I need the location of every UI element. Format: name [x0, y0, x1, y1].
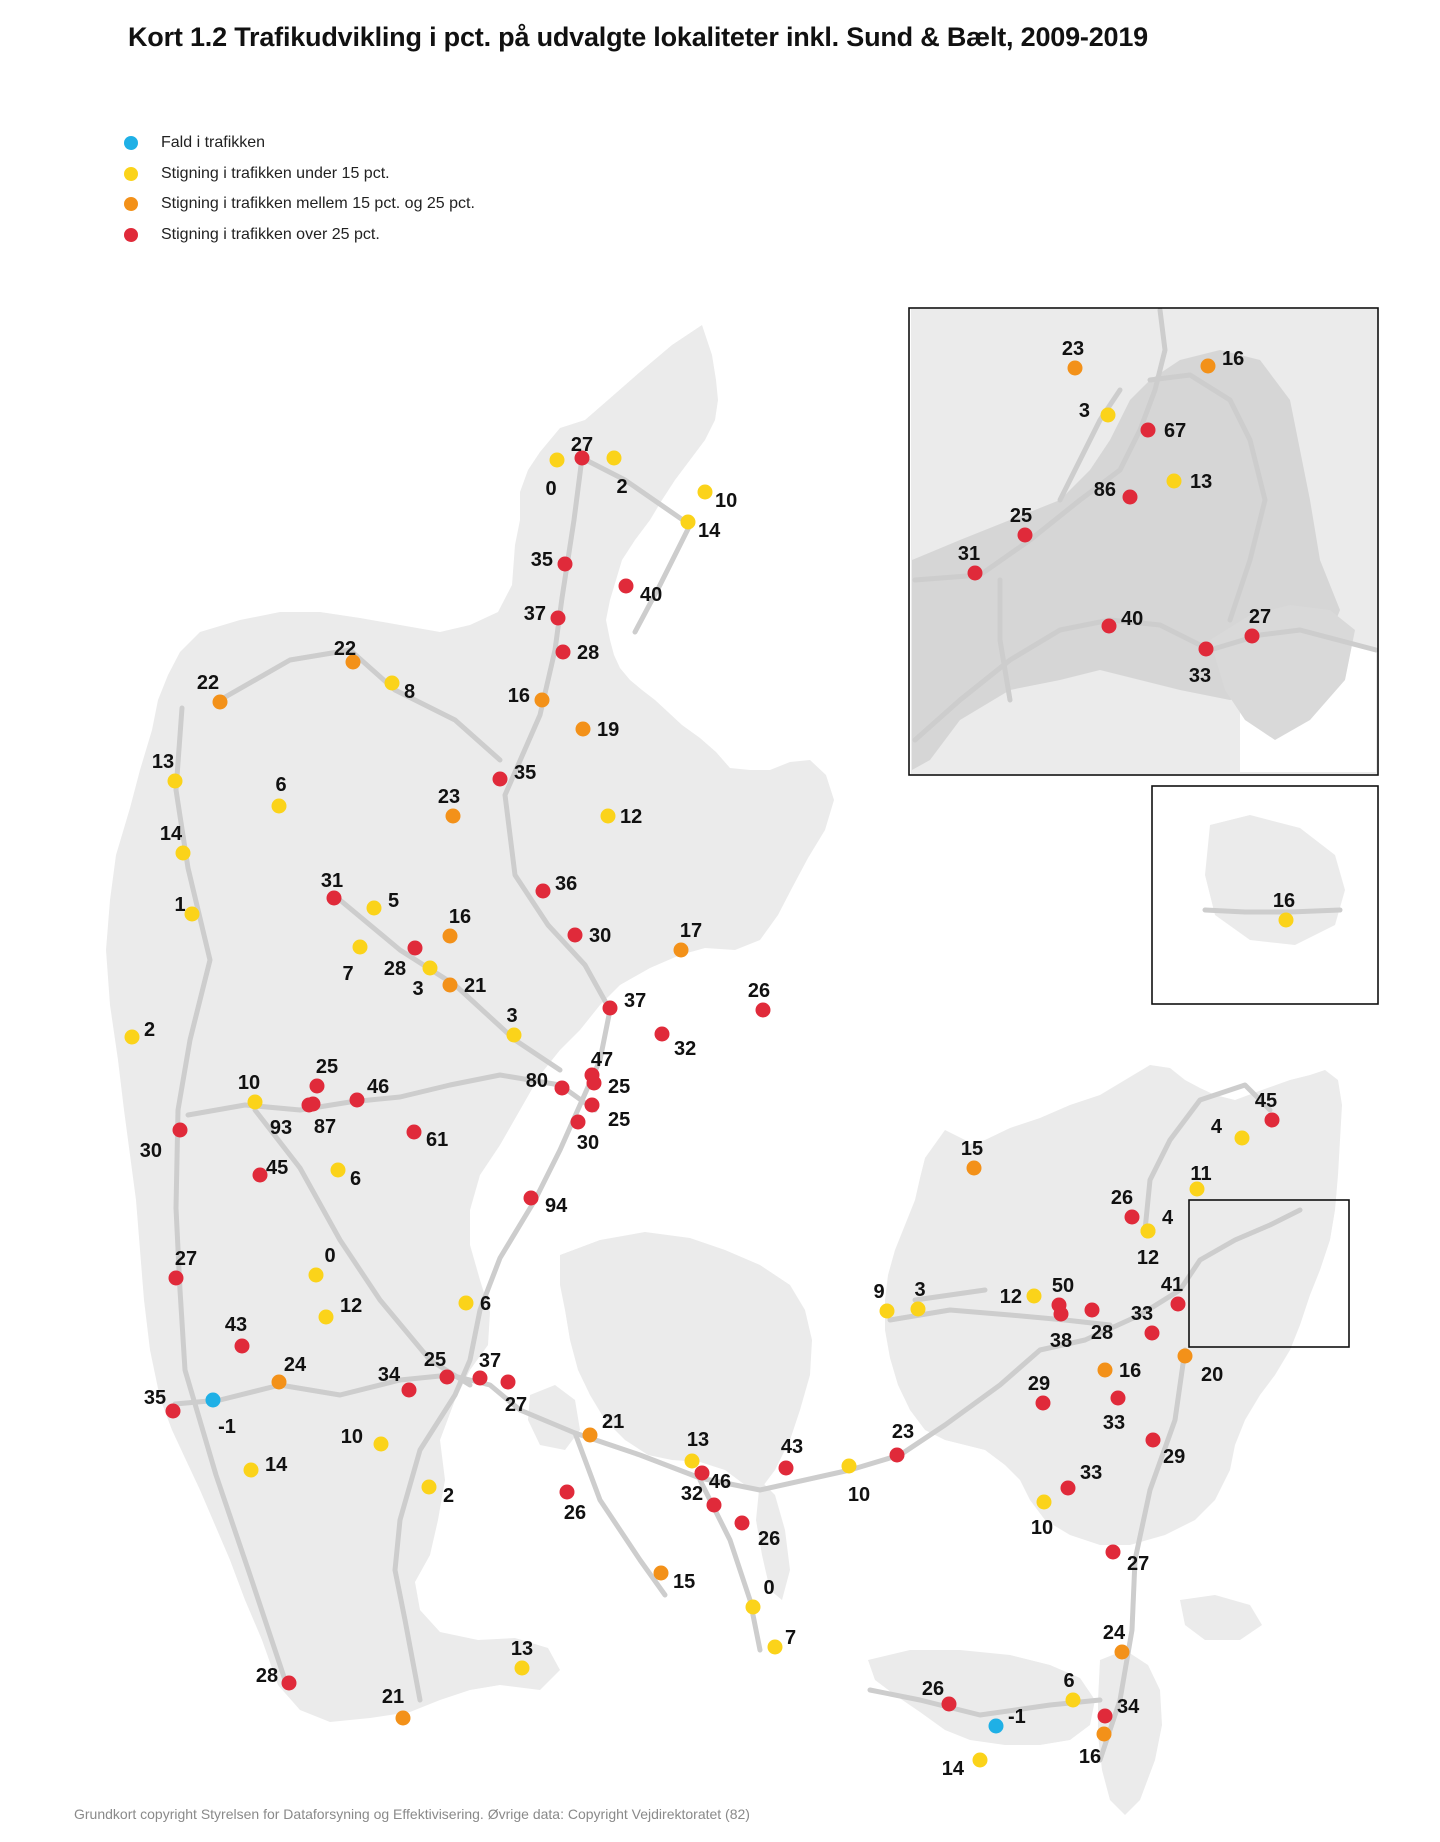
map-marker-label: 12	[999, 1286, 1022, 1308]
map-marker-dot	[169, 1271, 184, 1286]
map-marker-dot	[446, 809, 461, 824]
map-marker-dot	[422, 1480, 437, 1495]
map-marker-label: 80	[525, 1070, 548, 1092]
map-marker-dot	[550, 453, 565, 468]
map-marker-label: 24	[283, 1354, 307, 1376]
map-marker-label: 9	[873, 1281, 885, 1303]
map-marker-dot	[674, 943, 689, 958]
map-marker-label: 14	[941, 1758, 964, 1780]
inset-copenhagen-marker-label: 40	[1121, 608, 1144, 630]
map-marker	[583, 1411, 625, 1443]
map-marker-label: 50	[1051, 1275, 1075, 1297]
map-marker-dot	[1235, 1131, 1250, 1146]
map-marker	[1103, 1622, 1130, 1660]
map-marker-dot	[768, 1640, 783, 1655]
map-marker-dot	[535, 693, 550, 708]
map-marker	[707, 1471, 732, 1513]
map-marker-label: 15	[673, 1571, 696, 1593]
map-marker-label: 32	[674, 1038, 697, 1060]
map-marker-label: 27	[174, 1248, 198, 1270]
map-marker-label: 26	[921, 1678, 945, 1700]
map-marker-label: 3	[412, 978, 424, 1000]
map-marker-dot	[695, 1466, 710, 1481]
map-marker-label: 29	[1027, 1373, 1051, 1395]
map-marker-label: 25	[423, 1349, 447, 1371]
map-marker-label: 26	[758, 1528, 781, 1550]
map-marker-label: 28	[383, 958, 407, 980]
map-marker-label: 10	[340, 1426, 363, 1448]
map-marker-dot	[585, 1098, 600, 1113]
map-marker-label: 26	[1110, 1187, 1134, 1209]
map-marker-label: 27	[570, 434, 594, 456]
map-marker-label: 4	[1210, 1116, 1222, 1138]
map-marker-label: 27	[1127, 1553, 1150, 1575]
map-marker-label: 2	[616, 476, 628, 498]
map-marker-label: 12	[620, 806, 643, 828]
inset-copenhagen-marker-label: 86	[1093, 479, 1116, 501]
map-marker-dot	[1146, 1433, 1161, 1448]
map-marker-label: 33	[1080, 1462, 1103, 1484]
map-marker-dot	[1085, 1303, 1100, 1318]
map-marker-dot	[698, 485, 713, 500]
map-marker-dot	[1125, 1210, 1140, 1225]
map-marker-label: 3	[506, 1005, 518, 1027]
map-marker-label: 61	[426, 1129, 449, 1151]
map-marker-dot	[459, 1296, 474, 1311]
map-marker-dot	[1066, 1693, 1081, 1708]
map-marker-dot	[125, 1030, 140, 1045]
map-marker-label: 10	[847, 1484, 871, 1506]
map-marker-label: 37	[624, 990, 647, 1012]
land-fyn	[560, 1232, 812, 1490]
map-marker-dot	[319, 1310, 334, 1325]
map-marker-label: 16	[507, 685, 530, 707]
land-jutland	[106, 325, 834, 1722]
map-marker-label: 6	[1063, 1670, 1075, 1692]
map-marker-label: 16	[1078, 1746, 1102, 1768]
map-marker-label: 46	[367, 1076, 390, 1098]
map-marker-dot	[880, 1304, 895, 1319]
map-marker-dot	[735, 1516, 750, 1531]
map-marker-label: 13	[510, 1638, 534, 1660]
map-marker-dot	[967, 1161, 982, 1176]
map-marker-dot	[423, 961, 438, 976]
map-marker-dot	[353, 940, 368, 955]
map-marker	[501, 1375, 528, 1417]
map-marker-dot	[1037, 1495, 1052, 1510]
map-title: Kort 1.2 Trafikudvikling i pct. på udvalgte lokaliteter inkl. Sund & Bælt, 2009-2019	[128, 22, 1148, 52]
map-marker-dot	[571, 1115, 586, 1130]
map-marker-label: 47	[590, 1049, 614, 1071]
legend-label-between15-25: Stigning i trafikken mellem 15 pct. og 25 pct.	[161, 195, 475, 213]
map-marker-dot	[603, 1001, 618, 1016]
map-marker-dot	[524, 1191, 539, 1206]
map-marker-dot	[248, 1095, 263, 1110]
map-marker-label: 28	[1090, 1322, 1114, 1344]
map-marker-label: 26	[747, 980, 771, 1002]
map-marker-dot	[1098, 1363, 1113, 1378]
map-marker-label: 7	[342, 963, 354, 985]
map-marker-label: 7	[785, 1627, 797, 1649]
map-marker-dot	[272, 1375, 287, 1390]
map-marker-dot	[173, 1123, 188, 1138]
map-marker-dot	[842, 1459, 857, 1474]
inset-copenhagen-marker-dot	[1201, 359, 1216, 374]
map-marker-label: 22	[333, 638, 357, 660]
map-marker-label: 0	[763, 1577, 775, 1599]
map-marker-label: 14	[159, 823, 183, 845]
map-marker-dot	[501, 1375, 516, 1390]
map-marker-label: 87	[313, 1116, 337, 1138]
map-marker-dot	[1106, 1545, 1121, 1560]
map-marker-dot	[1054, 1307, 1069, 1322]
map-marker-label: -1	[218, 1416, 236, 1438]
map-marker-label: 35	[530, 549, 553, 571]
map-marker-label: 32	[680, 1483, 704, 1505]
map-marker-label: 2	[443, 1485, 455, 1507]
map-marker-label: 40	[640, 584, 663, 606]
map-marker-label: 28	[577, 642, 600, 664]
map-marker	[526, 1070, 570, 1096]
map-marker-label: 10	[1030, 1517, 1054, 1539]
map-marker-label: 43	[780, 1436, 804, 1458]
map-marker	[560, 1485, 587, 1525]
map-marker-label: 10	[715, 490, 738, 512]
map-marker	[942, 1753, 988, 1781]
map-marker-dot	[1111, 1391, 1126, 1406]
map-marker-dot	[536, 884, 551, 899]
map-marker	[698, 485, 738, 513]
map-marker-label: 11	[1190, 1163, 1212, 1185]
map-marker-label: 45	[1254, 1090, 1278, 1112]
map-marker-dot	[166, 1404, 181, 1419]
map-marker	[681, 515, 722, 543]
map-marker-label: 33	[1130, 1303, 1154, 1325]
map-marker	[587, 1076, 631, 1099]
map-marker-label: 31	[320, 870, 344, 892]
map-marker-label: 35	[143, 1387, 167, 1409]
map-marker-dot	[890, 1448, 905, 1463]
map-marker-label: 27	[504, 1394, 528, 1416]
map-marker-dot	[407, 1125, 422, 1140]
map-marker-label: 36	[555, 873, 578, 895]
map-marker-label: 0	[324, 1245, 336, 1267]
legend-label-over25: Stigning i trafikken over 25 pct.	[161, 225, 380, 243]
map-marker-dot	[555, 1081, 570, 1096]
map-marker-dot	[272, 799, 287, 814]
inset-copenhagen-marker-dot	[1141, 423, 1156, 438]
map-marker-dot	[556, 645, 571, 660]
map-marker-label: 41	[1160, 1274, 1184, 1296]
map-marker-dot	[168, 774, 183, 789]
map-marker-dot	[707, 1498, 722, 1513]
map-marker-dot	[402, 1383, 417, 1398]
map-marker-label: 5	[388, 890, 400, 912]
map-marker	[619, 579, 663, 607]
map-marker-label: 14	[698, 520, 721, 542]
inset-copenhagen-marker-dot	[1101, 408, 1116, 423]
map-marker-dot	[350, 1093, 365, 1108]
map-marker-label: 45	[266, 1157, 289, 1179]
inset-copenhagen-marker-label: 23	[1061, 338, 1085, 360]
map-marker-dot	[560, 1485, 575, 1500]
inset-copenhagen-marker-label: 27	[1248, 606, 1272, 628]
map-marker-label: 23	[437, 786, 461, 808]
map-marker-dot	[1036, 1396, 1051, 1411]
inset-copenhagen-marker-dot	[1245, 629, 1260, 644]
map-marker-dot	[473, 1371, 488, 1386]
map-marker-label: 12	[1136, 1247, 1160, 1269]
map-marker-label: 20	[1201, 1364, 1224, 1386]
map-marker-label: 21	[464, 975, 487, 997]
map-marker-dot	[206, 1393, 221, 1408]
footer-credit: Grundkort copyright Styrelsen for Dataforsyning og Effektivisering. Øvrige data: Copyright Vejdirektoratet (82)	[74, 1806, 750, 1822]
map-marker-dot	[235, 1339, 250, 1354]
inset-bornholm-marker-label: 16	[1272, 890, 1296, 912]
map-marker-label: 15	[960, 1138, 984, 1160]
map-marker-label: 16	[448, 906, 472, 928]
map-marker	[890, 1421, 915, 1463]
map-marker-label: 16	[1119, 1360, 1142, 1382]
map-marker-label: 1	[174, 894, 186, 916]
map-marker-dot	[1171, 1297, 1186, 1312]
map-marker-label: 30	[589, 925, 612, 947]
map-marker-label: 19	[597, 719, 620, 741]
map-marker-label: 8	[404, 681, 416, 703]
map-marker-label: 22	[196, 672, 220, 694]
map-marker-dot	[568, 928, 583, 943]
map-marker-label: 46	[708, 1471, 732, 1493]
map-marker-dot	[309, 1268, 324, 1283]
map-marker-label: 6	[275, 774, 287, 796]
map-marker-dot	[1178, 1349, 1193, 1364]
map-marker-dot	[282, 1676, 297, 1691]
map-marker-label: 38	[1049, 1330, 1073, 1352]
map-marker-label: 14	[265, 1454, 288, 1476]
inset-bornholm-marker-dot	[1279, 913, 1294, 928]
map-marker-dot	[1027, 1289, 1042, 1304]
map-marker-label: 13	[686, 1429, 710, 1451]
map-marker-dot	[185, 907, 200, 922]
map-marker-dot	[989, 1719, 1004, 1734]
map-marker	[748, 980, 771, 1018]
map-marker-dot	[213, 695, 228, 710]
map-marker-label: 25	[315, 1056, 339, 1078]
map-marker-dot	[746, 1600, 761, 1615]
map-marker-dot	[493, 772, 508, 787]
legend-label-under15: Stigning i trafikken under 15 pct.	[161, 164, 390, 182]
inset-copenhagen-marker-dot	[1018, 528, 1033, 543]
inset-copenhagen-marker-dot	[1068, 361, 1083, 376]
map-marker-dot	[176, 846, 191, 861]
map-marker-label: 25	[608, 1076, 631, 1098]
map-marker-label: 26	[563, 1502, 587, 1524]
map-marker-dot	[1141, 1224, 1156, 1239]
map-marker-label: 94	[545, 1195, 568, 1217]
map-marker-label: 21	[602, 1411, 625, 1433]
map-marker-dot	[1265, 1113, 1280, 1128]
map-marker-dot	[779, 1461, 794, 1476]
inset-copenhagen-marker-label: 33	[1188, 665, 1212, 687]
inset-copenhagen-marker-label: 31	[957, 543, 981, 565]
map-marker-dot	[443, 929, 458, 944]
map-marker-dot	[244, 1463, 259, 1478]
map-marker-dot	[654, 1566, 669, 1581]
map-marker-label: 23	[891, 1421, 915, 1443]
inset-copenhagen-marker-label: 16	[1222, 348, 1245, 370]
map-marker-label: 17	[679, 920, 703, 942]
map-marker-label: 34	[1117, 1696, 1140, 1718]
map-marker-dot	[1061, 1481, 1076, 1496]
map-marker-label: 10	[237, 1072, 261, 1094]
map-marker-label: 34	[377, 1364, 401, 1386]
map-marker-label: -1	[1008, 1706, 1026, 1728]
map-marker-dot	[331, 1163, 346, 1178]
map-marker-label: 25	[608, 1109, 631, 1131]
inset-copenhagen-marker-label: 67	[1164, 420, 1187, 442]
map-marker-label: 33	[1102, 1412, 1126, 1434]
legend-label-decrease: Fald i trafikken	[161, 134, 266, 152]
map-marker-dot	[756, 1003, 771, 1018]
map-marker-label: 35	[514, 762, 537, 784]
map-marker-label: 21	[381, 1686, 405, 1708]
map-marker-label: 30	[576, 1132, 600, 1154]
map-marker-dot	[507, 1028, 522, 1043]
land-moen	[1180, 1595, 1262, 1640]
map-marker	[524, 1191, 569, 1218]
map-marker-dot	[973, 1753, 988, 1768]
inset-copenhagen-marker-dot	[1199, 642, 1214, 657]
inset-copenhagen-marker-dot	[1167, 474, 1182, 489]
map-marker-label: 3	[914, 1279, 926, 1301]
inset-copenhagen-marker-dot	[968, 566, 983, 581]
map-marker-dot	[583, 1428, 598, 1443]
map-marker	[655, 1027, 697, 1061]
inset-copenhagen-marker-dot	[1123, 490, 1138, 505]
map-marker-label: 37	[523, 603, 546, 625]
map-marker-dot	[1145, 1326, 1160, 1341]
map-marker-label: 93	[269, 1117, 293, 1139]
inset-copenhagen-marker-label: 13	[1190, 471, 1213, 493]
map-marker-label: 30	[139, 1140, 162, 1162]
map-marker-label: 6	[350, 1168, 362, 1190]
map-marker-label: 29	[1163, 1446, 1186, 1468]
map-marker-dot	[607, 451, 622, 466]
map-marker-dot	[576, 722, 591, 737]
map-marker-dot	[327, 891, 342, 906]
map-marker	[779, 1436, 804, 1476]
map-marker-dot	[558, 557, 573, 572]
map-marker-dot	[374, 1437, 389, 1452]
map-marker-label: 0	[545, 478, 557, 500]
map-marker-dot	[601, 809, 616, 824]
map-marker-dot	[367, 901, 382, 916]
land-bornholm	[1205, 815, 1345, 945]
map-marker	[768, 1627, 797, 1655]
land-layer	[106, 309, 1378, 1815]
map-marker-dot	[681, 515, 696, 530]
map-marker-label: 24	[1102, 1622, 1126, 1644]
map-marker-dot	[1098, 1709, 1113, 1724]
map-marker-label: 12	[340, 1295, 363, 1317]
map-marker-dot	[587, 1076, 602, 1091]
inset-copenhagen-marker-label: 3	[1078, 400, 1090, 422]
map-marker-label: 2	[144, 1019, 156, 1041]
map-marker-dot	[1097, 1727, 1112, 1742]
map-marker	[1106, 1545, 1150, 1576]
inset-copenhagen-marker-label: 25	[1009, 505, 1033, 527]
map-marker-label: 4	[1162, 1207, 1174, 1229]
map-marker-label: 43	[224, 1314, 248, 1336]
map-marker-dot	[619, 579, 634, 594]
map-marker-dot	[551, 611, 566, 626]
inset-copenhagen-marker-dot	[1102, 619, 1117, 634]
map-marker-dot	[515, 1661, 530, 1676]
map-marker	[571, 1115, 600, 1155]
map-marker-dot	[306, 1097, 321, 1112]
map-marker-dot	[440, 1370, 455, 1385]
map-marker-dot	[1115, 1645, 1130, 1660]
map-marker-dot	[385, 676, 400, 691]
map-marker-dot	[685, 1454, 700, 1469]
map-marker-dot	[396, 1711, 411, 1726]
map-marker-dot	[310, 1079, 325, 1094]
map-marker	[585, 1098, 631, 1132]
map-marker-dot	[911, 1302, 926, 1317]
map-marker-label: 28	[255, 1665, 279, 1687]
map-marker-label: 37	[478, 1350, 502, 1372]
map-marker-label: 13	[151, 751, 175, 773]
map-marker-dot	[408, 941, 423, 956]
map-marker-dot	[443, 978, 458, 993]
map-marker-label: 6	[480, 1293, 492, 1315]
map-marker-dot	[655, 1027, 670, 1042]
